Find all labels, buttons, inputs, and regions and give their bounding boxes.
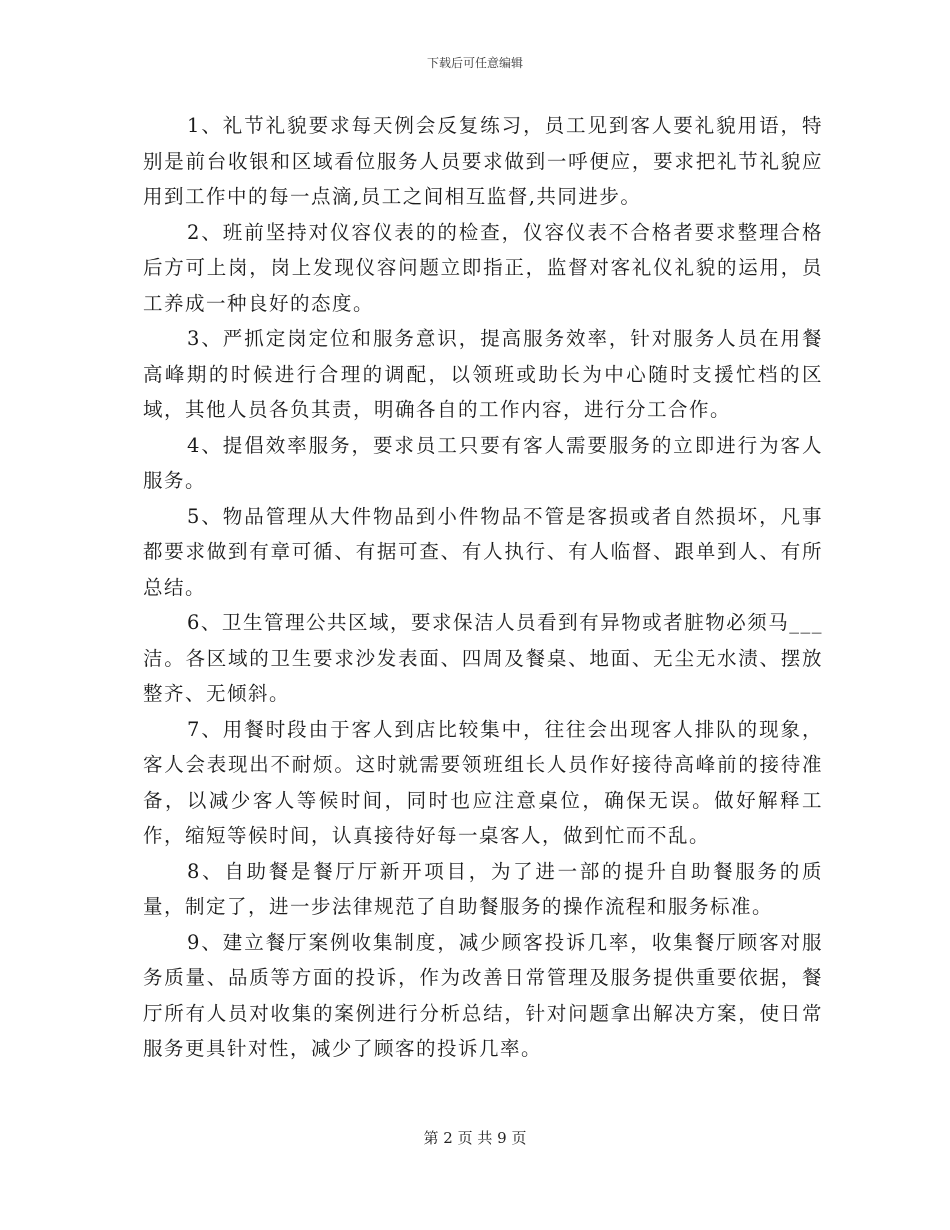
paragraph-9: 9、建立餐厅案例收集制度，减少顾客投诉几率，收集餐厅顾客对服务质量、品质等方面的投诉，作为改善日常管理及服务提供重要依据，餐厅所有人员对收集的案例进行分析总结，针对问题拿出解决方案，使日常服务更具针对性，减少了顾客的投诉几率。 [143,930,823,1060]
document-body [143,108,823,1067]
paragraph-2: 2、班前坚持对仪容仪表的的检查，仪容仪表不合格者要求整理合格后方可上岗，岗上发现仪容问题立即指正，监督对客礼仪礼貌的运用，员工养成一种良好的态度。 [143,220,823,315]
paragraph-4: 4、提倡效率服务，要求员工只要有客人需要服务的立即进行为客人服务。 [143,433,823,492]
page-header: 下载后可任意编辑 [426,56,523,70]
paragraph-7: 7、用餐时段由于客人到店比较集中，往往会出现客人排队的现象，客人会表现出不耐烦。这时就需要领班组长人员作好接待高峰前的接待准备，以减少客人等候时间，同时也应注意桌位，确保无误。做好解释工作，缩短等候时间，认真接待好每一桌客人，做到忙而不乱。 [143,717,823,847]
paragraph-5: 5、物品管理从大件物品到小件物品不管是客损或者自然损坏，凡事都要求做到有章可循、有据可查、有人执行、有人临督、跟单到人、有所总结。 [143,504,823,599]
page-number-footer: 第 2 页 共 9 页 [423,1129,527,1147]
paragraph-8: 8、自助餐是餐厅厅新开项目，为了进一部的提升自助餐服务的质量，制定了，进一步法律规范了自助餐服务的操作流程和服务标准。 [143,859,823,918]
paragraph-1: 1、礼节礼貌要求每天例会反复练习，员工见到客人要礼貌用语，特别是前台收银和区域看位服务人员要求做到一呼便应，要求把礼节礼貌应用到工作中的每一点滴,员工之间相互监督,共同进步。 [143,114,823,208]
paragraph-3: 3、严抓定岗定位和服务意识，提高服务效率，针对服务人员在用餐高峰期的时候进行合理的调配，以领班或助长为中心随时支援忙档的区域，其他人员各负其责，明确各自的工作内容，进行分工合作。 [143,327,823,421]
paragraph-6: 6、卫生管理公共区域，要求保洁人员看到有异物或者脏物必须马___洁。各区域的卫生要求沙发表面、四周及餐桌、地面、无尘无水渍、摆放整齐、无倾斜。 [143,611,823,705]
